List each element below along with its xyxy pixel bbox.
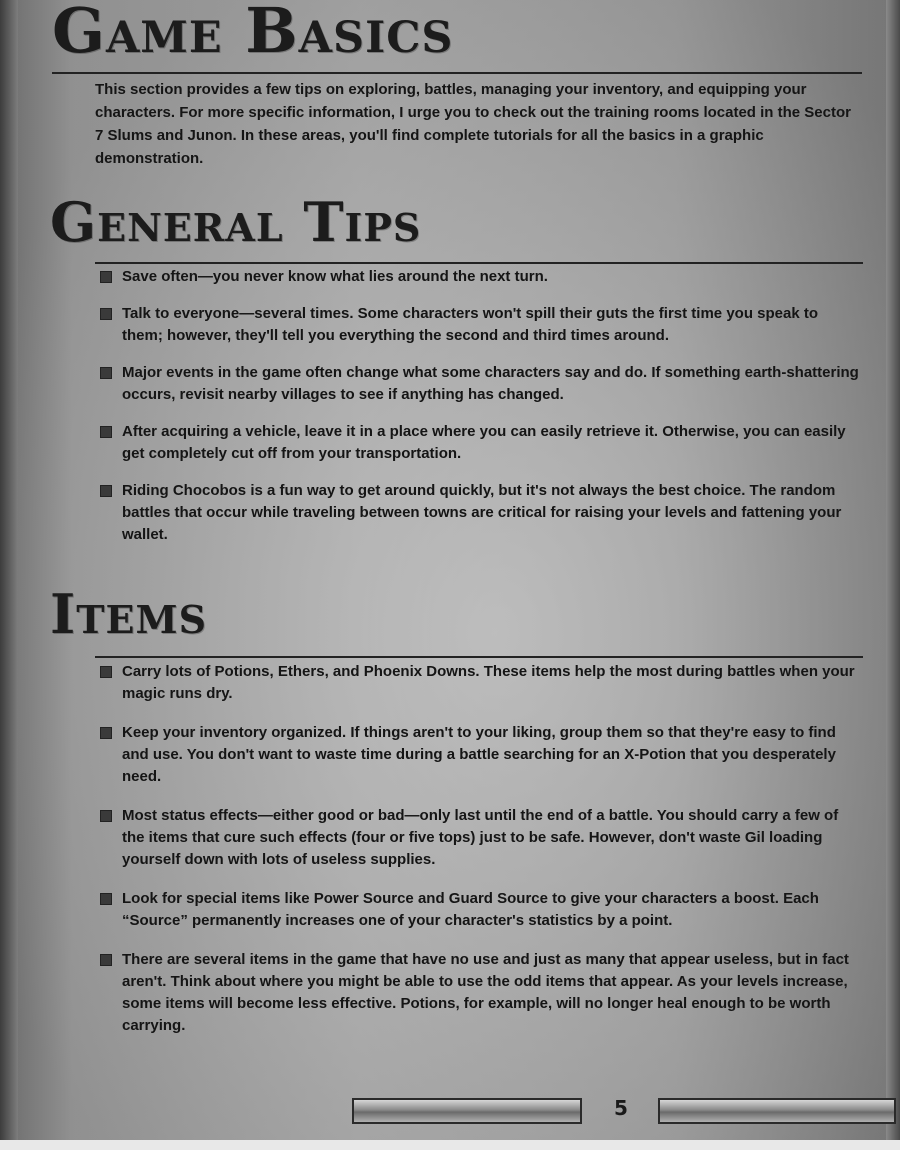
tip-text: Major events in the game often change what some characters say and do. If something earth-shattering occurs, revisit nearby villages to see if anything has changed.	[122, 364, 859, 403]
item-name-ethers: Ethers	[277, 663, 325, 680]
square-bullet-icon	[100, 271, 112, 283]
list-item	[100, 661, 860, 705]
item-text-part: . These items help the most during battles when your magic runs dry.	[122, 663, 855, 702]
item-text-part: to give your characters a boost. Each “Source” permanently increases one of your character's statistics by a point.	[122, 890, 819, 929]
heading-items: Items	[50, 582, 208, 646]
page-right-shadow	[886, 0, 900, 1150]
tip-text: Save often—you never know what lies around the next turn.	[122, 268, 548, 285]
square-bullet-icon	[100, 666, 112, 678]
item-name-guard-source: Guard Source	[448, 890, 548, 907]
heading-rule	[52, 72, 862, 74]
list-item	[100, 480, 860, 546]
item-text: Most status effects—either good or bad—only last until the end of a battle. You should carry a few of the items that cure such effects (four or five tops) just to be safe. However, don't waste Gil loading yourself down with lots of useless supplies.	[122, 807, 839, 868]
item-text: Keep your inventory organized. If things aren't to your liking, group them so that they're easy to find and use. You don't want to waste time during a battle searching for an X-Potion that you desperately need.	[122, 724, 836, 785]
square-bullet-icon	[100, 485, 112, 497]
item-text-part: , and	[324, 663, 364, 680]
heading-rule	[95, 656, 863, 658]
intro-paragraph: This section provides a few tips on exploring, battles, managing your inventory, and equipping your characters. For more specific information, I urge you to check out the training rooms located in the Sector 7 Slums and Junon. In these areas, you'll find complete tutorials for all the basics in a graphic demonstration.	[95, 81, 851, 167]
list-item	[100, 888, 860, 932]
list-item	[100, 266, 860, 288]
tip-text: After acquiring a vehicle, leave it in a place where you can easily retrieve it. Otherwise, you can easily get completely cut off from your transportation.	[122, 423, 846, 462]
square-bullet-icon	[100, 893, 112, 905]
list-item	[100, 949, 860, 1037]
list-item	[100, 722, 860, 788]
list-item	[100, 421, 860, 465]
square-bullet-icon	[100, 727, 112, 739]
items-list	[100, 661, 860, 1054]
item-text: There are several items in the game that have no use and just as many that appear useless, but in fact aren't. Think about where you might be able to use the odd items that appear. As your levels increase, some items will become less effective. Potions, for example, will no longer heal enough to be worth carrying.	[122, 951, 849, 1034]
square-bullet-icon	[100, 426, 112, 438]
list-item	[100, 362, 860, 406]
item-text-part: Look for special items like	[122, 890, 314, 907]
item-name-phoenix-downs: Phoenix Downs	[363, 663, 476, 680]
square-bullet-icon	[100, 367, 112, 379]
heading-rule	[95, 262, 863, 264]
tip-text: Talk to everyone—several times. Some characters won't spill their guts the first time you speak to them; however, they'll tell you everything the second and third times around.	[122, 305, 819, 344]
square-bullet-icon	[100, 954, 112, 966]
heading-game-basics: Game Basics	[52, 0, 454, 67]
tip-text: Riding Chocobos is a fun way to get around quickly, but it's not always the best choice. The random battles that occur while traveling between towns are critical for raising your levels and fattening your wallet.	[122, 482, 842, 543]
square-bullet-icon	[100, 810, 112, 822]
footer-bar-left	[352, 1098, 582, 1124]
item-text-part: Carry lots of	[122, 663, 215, 680]
list-item	[100, 805, 860, 871]
page-bottom-margin	[0, 1140, 900, 1150]
heading-general-tips: General Tips	[50, 190, 422, 254]
page-number: 5	[614, 1096, 628, 1120]
item-text-part: ,	[269, 663, 278, 680]
page-left-shadow	[0, 0, 18, 1150]
general-tips-list	[100, 266, 860, 561]
list-item	[100, 303, 860, 347]
item-name-potions: Potions	[214, 663, 270, 680]
square-bullet-icon	[100, 308, 112, 320]
item-text-part: and	[413, 890, 449, 907]
footer-bar-right	[658, 1098, 896, 1124]
item-name-power-source: Power Source	[313, 890, 414, 907]
